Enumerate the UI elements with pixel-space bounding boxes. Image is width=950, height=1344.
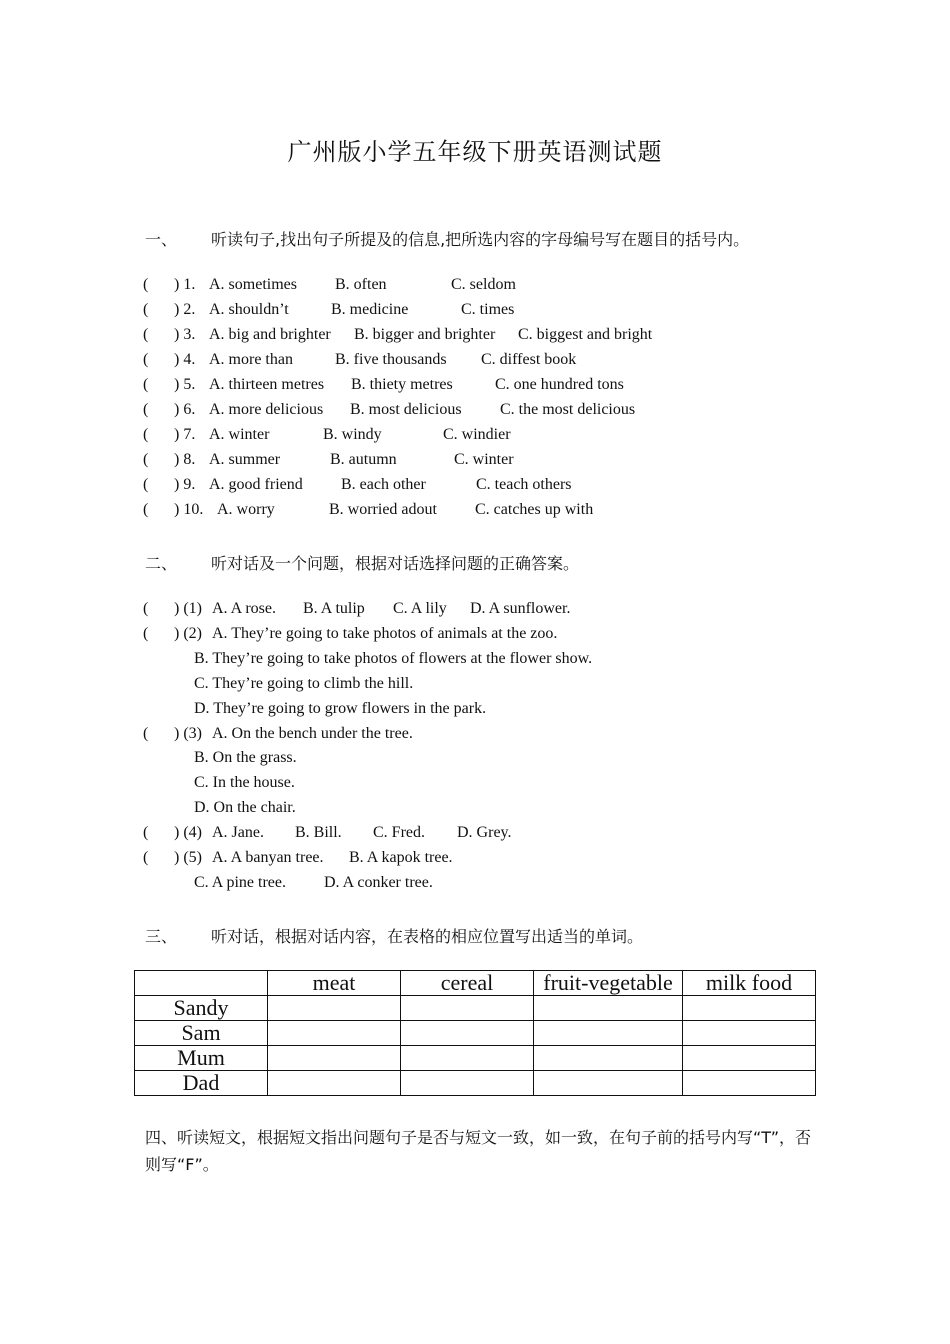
section3-heading <box>145 924 643 947</box>
answer-bracket[interactable]: ( <box>143 301 149 318</box>
option-c: C. seldom <box>451 276 516 293</box>
option-b: B. medicine <box>331 301 409 318</box>
option-a: A. winter <box>209 426 270 443</box>
answer-cell[interactable] <box>534 996 683 1021</box>
answer-bracket[interactable]: ( <box>143 276 149 293</box>
answer-bracket[interactable]: ( <box>143 451 149 468</box>
answer-cell[interactable] <box>534 1071 683 1096</box>
question-number: ) (2) <box>174 625 202 642</box>
answer-bracket[interactable]: ( <box>143 725 149 742</box>
question-number: ) (5) <box>174 849 202 866</box>
option-a: A. thirteen metres <box>209 376 325 393</box>
option-c: C. times <box>461 301 515 318</box>
option-a: A. On the bench under the tree. <box>212 725 413 742</box>
option-c: C. Fred. <box>373 824 425 841</box>
question-number: ) (3) <box>174 725 202 742</box>
section2-number: 二、 <box>145 554 178 573</box>
option-b: B. windy <box>323 426 382 443</box>
answer-bracket[interactable]: ( <box>143 600 149 617</box>
answer-bracket[interactable]: ( <box>143 401 149 418</box>
answer-cell[interactable] <box>401 996 534 1021</box>
section1-instruction: 听读句子,找出句子所提及的信息,把所选内容的字母编号写在题目的括号内。 <box>211 230 750 249</box>
section1-heading <box>145 227 749 250</box>
row-label: Dad <box>135 1071 268 1096</box>
question-number: ) 6. <box>174 401 196 418</box>
answer-cell[interactable] <box>683 1021 816 1046</box>
answer-cell[interactable] <box>268 996 401 1021</box>
option-a: A. summer <box>209 451 281 468</box>
row-label: Mum <box>135 1046 268 1071</box>
section2-instruction: 听对话及一个问题，根据对话选择问题的正确答案。 <box>211 554 580 573</box>
section3-instruction: 听对话，根据对话内容，在表格的相应位置写出适当的单词。 <box>211 927 644 946</box>
option-b: B. bigger and brighter <box>354 326 496 343</box>
option-b: B. They’re going to take photos of flowers at the flower show. <box>194 650 593 667</box>
option-d: D. Grey. <box>457 824 512 841</box>
question-number: ) 3. <box>174 326 196 343</box>
table-header-cell <box>135 971 268 996</box>
answer-bracket[interactable]: ( <box>143 476 149 493</box>
option-c: C. A lily <box>393 600 447 617</box>
option-d: D. They’re going to grow flowers in the park. <box>194 700 487 717</box>
answer-cell[interactable] <box>683 1046 816 1071</box>
answer-cell[interactable] <box>268 1071 401 1096</box>
table-header-cell: meat <box>268 971 401 996</box>
option-b: B. autumn <box>330 451 397 468</box>
answer-cell[interactable] <box>683 1071 816 1096</box>
answer-cell[interactable] <box>268 1046 401 1071</box>
section4-instruction: 四、听读短文，根据短文指出问题句子是否与短文一致，如一致，在句子前的括号内写“T”，否则写“F”。 <box>145 1128 812 1174</box>
answer-cell[interactable] <box>534 1046 683 1071</box>
question-number: ) 9. <box>174 476 196 493</box>
option-a: A. good friend <box>209 476 303 493</box>
option-b: B. five thousands <box>335 351 447 368</box>
option-c: C. biggest and bright <box>518 326 653 343</box>
option-c: C. winter <box>454 451 514 468</box>
answer-bracket[interactable]: ( <box>143 849 149 866</box>
table-header-cell: fruit-vegetable <box>534 971 683 996</box>
answer-bracket[interactable]: ( <box>143 501 149 518</box>
option-a: A. more than <box>209 351 293 368</box>
option-d: D. A sunflower. <box>470 600 571 617</box>
answer-bracket[interactable]: ( <box>143 376 149 393</box>
table-header-cell: cereal <box>401 971 534 996</box>
table-row <box>135 1021 816 1046</box>
question-number: ) (4) <box>174 824 202 841</box>
option-c: C. one hundred tons <box>495 376 624 393</box>
section1-number: 一、 <box>145 230 178 249</box>
section2-heading <box>145 551 579 574</box>
question-number: ) 8. <box>174 451 196 468</box>
question-number: ) 2. <box>174 301 196 318</box>
option-b: B. thiety metres <box>351 376 453 393</box>
option-c: C. In the house. <box>194 774 295 791</box>
answer-bracket[interactable]: ( <box>143 426 149 443</box>
table-row <box>135 1071 816 1096</box>
table-header-row <box>135 971 816 996</box>
option-c: C. catches up with <box>475 501 594 518</box>
option-a: A. shouldn’t <box>209 301 289 318</box>
option-c: C. They’re going to climb the hill. <box>194 675 414 692</box>
option-b: B. each other <box>341 476 426 493</box>
answer-bracket[interactable]: ( <box>143 326 149 343</box>
option-d: D. A conker tree. <box>324 874 433 891</box>
answer-cell[interactable] <box>401 1021 534 1046</box>
answer-bracket[interactable]: ( <box>143 824 149 841</box>
answer-bracket[interactable]: ( <box>143 625 149 642</box>
section3-number: 三、 <box>145 927 178 946</box>
answer-table <box>134 970 816 1096</box>
option-b: B. worried adout <box>329 501 437 518</box>
question-number: ) (1) <box>174 600 202 617</box>
option-c: C. windier <box>443 426 511 443</box>
option-a: A. worry <box>217 501 275 518</box>
table-row <box>135 996 816 1021</box>
answer-bracket[interactable]: ( <box>143 351 149 368</box>
answer-cell[interactable] <box>268 1021 401 1046</box>
option-a: A. A banyan tree. <box>212 849 324 866</box>
option-a: A. A rose. <box>212 600 276 617</box>
question-number: ) 1. <box>174 276 196 293</box>
answer-cell[interactable] <box>401 1046 534 1071</box>
option-a: A. more delicious <box>209 401 324 418</box>
option-a: A. They’re going to take photos of animals at the zoo. <box>212 625 558 642</box>
option-d: D. On the chair. <box>194 799 296 816</box>
question-number: ) 5. <box>174 376 196 393</box>
answer-cell[interactable] <box>683 996 816 1021</box>
answer-cell[interactable] <box>401 1071 534 1096</box>
option-b: B. Bill. <box>295 824 342 841</box>
option-c: C. teach others <box>476 476 572 493</box>
option-a: A. Jane. <box>212 824 264 841</box>
table-row <box>135 1046 816 1071</box>
option-b: B. often <box>335 276 387 293</box>
option-a: A. sometimes <box>209 276 297 293</box>
option-c: C. the most delicious <box>500 401 636 418</box>
option-b: B. most delicious <box>350 401 462 418</box>
option-b: B. On the grass. <box>194 749 297 766</box>
option-a: A. big and brighter <box>209 326 331 343</box>
page-title: 广州版小学五年级下册英语测试题 <box>287 140 663 166</box>
question-number: ) 10. <box>174 501 204 518</box>
option-b: B. A tulip <box>303 600 365 617</box>
option-c: C. A pine tree. <box>194 874 286 891</box>
table-header-cell: milk food <box>683 971 816 996</box>
option-b: B. A kapok tree. <box>349 849 453 866</box>
question-number: ) 7. <box>174 426 196 443</box>
option-c: C. diffest book <box>481 351 577 368</box>
row-label: Sam <box>135 1021 268 1046</box>
question-number: ) 4. <box>174 351 196 368</box>
row-label: Sandy <box>135 996 268 1021</box>
answer-cell[interactable] <box>534 1021 683 1046</box>
